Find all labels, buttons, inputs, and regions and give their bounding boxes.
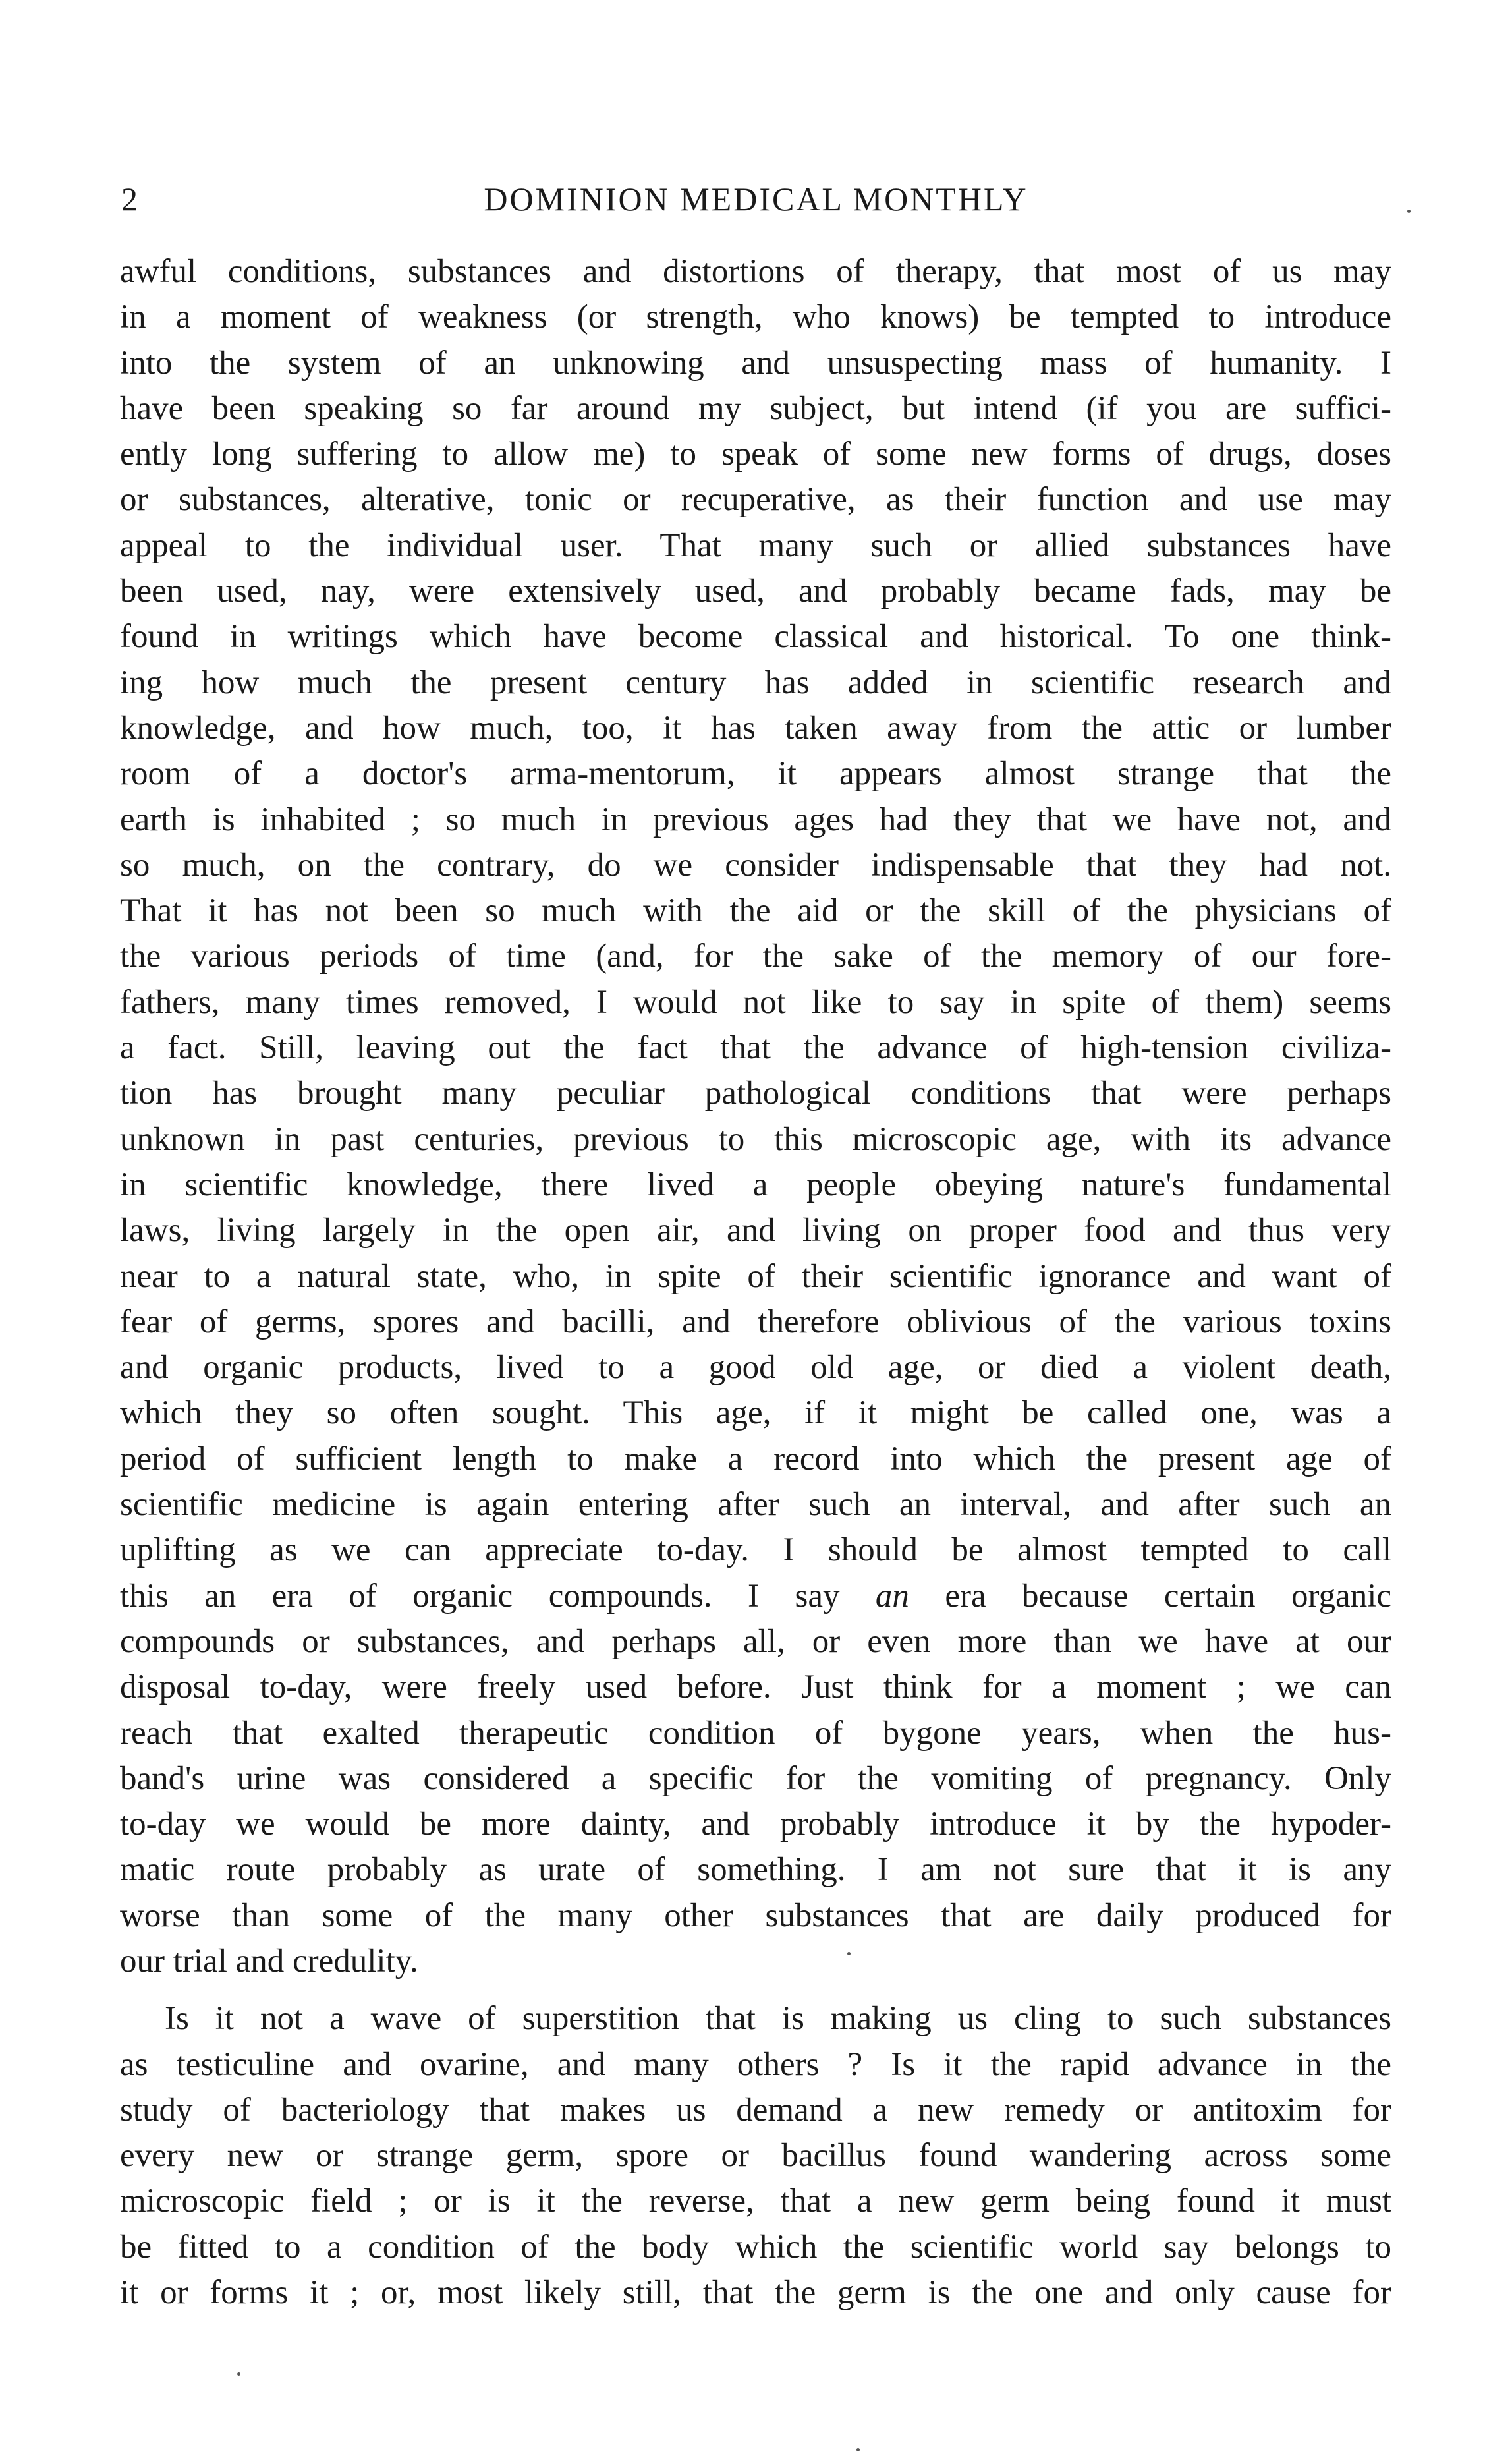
print-speck xyxy=(1407,210,1411,213)
emphasis: an xyxy=(875,1577,909,1615)
text-line: been used, nay, were extensively used, and probably became fads, may be xyxy=(120,573,1391,610)
text-line: awful conditions, substances and distortions of therapy, that most of us may xyxy=(120,253,1391,290)
running-title: DOMINION MEDICAL MONTHLY xyxy=(484,181,1028,217)
text-line: scientific medicine is again entering after such an interval, and after such an xyxy=(120,1486,1391,1524)
text-line: microscopic field ; or is it the reverse, that a new germ being found it must xyxy=(120,2183,1391,2220)
text-line: or substances, alterative, tonic or recuperative, as their function and use may xyxy=(120,481,1391,519)
text-line: Is it not a wave of superstition that is making us cling to such substances xyxy=(165,2000,1391,2038)
text-line: as testiculine and ovarine, and many others ? Is it the rapid advance in the xyxy=(120,2045,1391,2083)
text-line: which they so often sought. This age, if it might be called one, was a xyxy=(120,1394,1391,1432)
print-speck xyxy=(237,2372,240,2376)
text-line: uplifting as we can appreciate to-day. I should be almost tempted to call xyxy=(120,1531,1391,1569)
text-line: into the system of an unknowing and unsuspecting mass of humanity. I xyxy=(120,344,1391,382)
text-line: tion has brought many peculiar pathological conditions that were perhaps xyxy=(120,1075,1391,1112)
text-line: period of sufficient length to make a record into which the present age of xyxy=(120,1440,1391,1477)
text-line: so much, on the contrary, do we consider indispensable that they had not. xyxy=(120,846,1391,884)
text-line: in scientific knowledge, there lived a people obeying nature's fundamental xyxy=(120,1166,1391,1203)
text-line: band's urine was considered a specific for the vomiting of pregnancy. Only xyxy=(120,1759,1391,1797)
text-line: compounds or substances, and perhaps all, or even more than we have at our xyxy=(120,1622,1391,1660)
page-number: 2 xyxy=(121,181,138,217)
text-line: and organic products, lived to a good old age, or died a violent death, xyxy=(120,1349,1391,1387)
text-line: every new or strange germ, spore or bacillus found wandering across some xyxy=(120,2137,1391,2175)
print-speck xyxy=(856,2448,860,2451)
text-line: laws, living largely in the open air, and living on proper food and thus very xyxy=(120,1212,1391,1249)
text-line: ently long suffering to allow me) to speak of some new forms of drugs, doses xyxy=(120,436,1391,473)
text-line: That it has not been so much with the aid or the skill of the physicians of xyxy=(120,892,1391,930)
text-line: it or forms it ; or, most likely still, that the germ is the one and only cause for xyxy=(120,2274,1391,2312)
text-line: a fact. Still, leaving out the fact that the advance of high-tension civiliza- xyxy=(120,1029,1391,1067)
text-line: in a moment of weakness (or strength, who knows) be tempted to introduce xyxy=(120,299,1391,336)
text-line: disposal to-day, were freely used before. Just think for a moment ; we can xyxy=(120,1669,1391,1706)
text-line: matic route probably as urate of something. I am not sure that it is any xyxy=(120,1851,1391,1889)
text-line: appeal to the individual user. That many such or allied substances have xyxy=(120,527,1391,564)
text-line: ing how much the present century has added in scientific research and xyxy=(120,664,1391,701)
text-line: fear of germs, spores and bacilli, and therefore oblivious of the various toxins xyxy=(120,1303,1391,1340)
body-text xyxy=(120,249,1391,2316)
text-line: earth is inhabited ; so much in previous ages had they that we have not, and xyxy=(120,801,1391,838)
paragraph-gap xyxy=(120,1984,1391,1996)
text-line: near to a natural state, who, in spite of their scientific ignorance and want of xyxy=(120,1257,1391,1295)
text-line: worse than some of the many other substances that are daily produced for xyxy=(120,1897,1391,1934)
text-line: to-day we would be more dainty, and probably introduce it by the hypoder- xyxy=(120,1806,1391,1843)
text-line: study of bacteriology that makes us demand a new remedy or antitoxim for xyxy=(120,2091,1391,2129)
text-line: the various periods of time (and, for the sake of the memory of our fore- xyxy=(120,938,1391,975)
print-speck xyxy=(847,1952,851,1955)
text-line: found in writings which have become classical and historical. To one think- xyxy=(120,618,1391,656)
text-line: room of a doctor's arma-mentorum, it appears almost strange that the xyxy=(120,755,1391,793)
text-line: reach that exalted therapeutic condition of bygone years, when the hus- xyxy=(120,1714,1391,1752)
text-line: knowledge, and how much, too, it has taken away from the attic or lumber xyxy=(120,709,1391,747)
text-line: this an era of organic compounds. I say an era because certain organic xyxy=(120,1577,1391,1615)
text-line: have been speaking so far around my subject, but intend (if you are suffici- xyxy=(120,389,1391,427)
text-line: be fitted to a condition of the body which the scientific world say belongs to xyxy=(120,2228,1391,2266)
text-line: unknown in past centuries, previous to this microscopic age, with its advance xyxy=(120,1120,1391,1158)
text-line: fathers, many times removed, I would not like to say in spite of them) seems xyxy=(120,983,1391,1021)
text-line: our trial and credulity. xyxy=(120,1942,418,1980)
